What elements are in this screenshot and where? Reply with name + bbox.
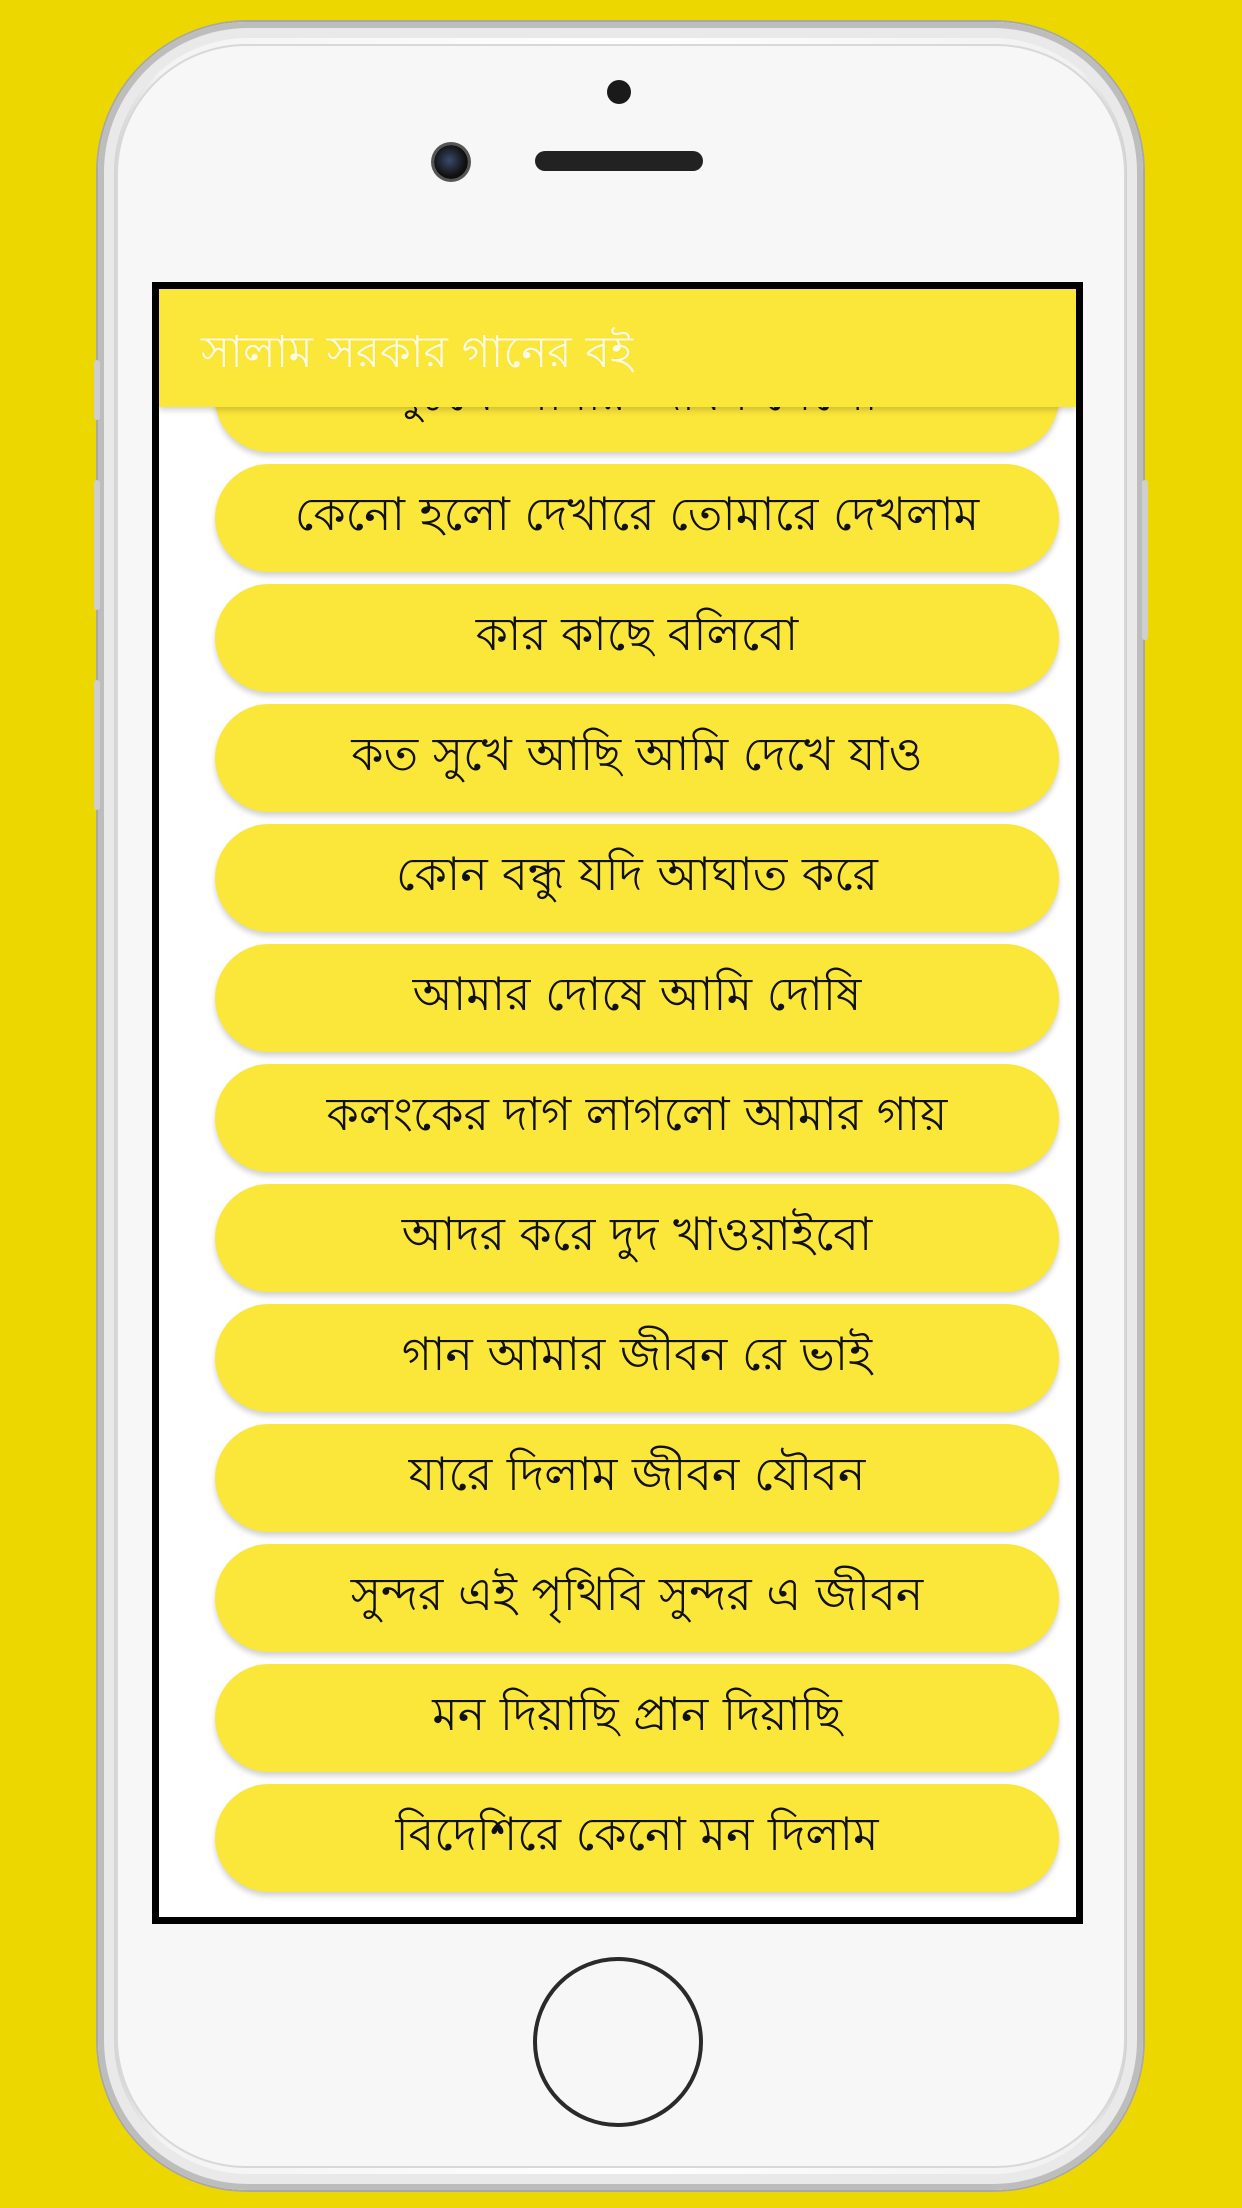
proximity-sensor	[607, 80, 631, 104]
song-item[interactable]: আমার দোষে আমি দোষি	[215, 944, 1059, 1052]
song-item[interactable]: কোন বন্ধু যদি আঘাত করে	[215, 824, 1059, 932]
song-item[interactable]: সুন্দর এই পৃথিবি সুন্দর এ জীবন	[215, 1544, 1059, 1652]
song-list[interactable]	[159, 407, 1076, 1917]
volume-down-button	[94, 680, 100, 810]
home-button[interactable]	[533, 1957, 703, 2127]
app-screen	[152, 282, 1083, 1924]
song-item[interactable]: বিদেশিরে কেনো মন দিলাম	[215, 1784, 1059, 1892]
power-button	[1142, 480, 1148, 640]
song-item[interactable]: যারে দিলাম জীবন যৌবন	[215, 1424, 1059, 1532]
song-item[interactable]: কার কাছে বলিবো	[215, 584, 1059, 692]
song-item[interactable]: আদর করে দুদ খাওয়াইবো	[215, 1184, 1059, 1292]
app-title: সালাম সরকার গানের বই	[201, 327, 633, 378]
song-item[interactable]: কলংকের দাগ লাগলো আমার গায়	[215, 1064, 1059, 1172]
front-camera-icon	[434, 145, 468, 179]
song-item[interactable]: কত সুখে আছি আমি দেখে যাও	[215, 704, 1059, 812]
mute-switch	[94, 360, 100, 420]
volume-up-button	[94, 480, 100, 610]
song-item[interactable]: গান আমার জীবন রে ভাই	[215, 1304, 1059, 1412]
song-item[interactable]: কেনো হলো দেখারে তোমারে দেখলাম	[215, 464, 1059, 572]
song-item[interactable]: মন দিয়াছি প্রান দিয়াছি	[215, 1664, 1059, 1772]
earpiece-speaker	[535, 151, 703, 171]
app-bar	[159, 289, 1076, 407]
